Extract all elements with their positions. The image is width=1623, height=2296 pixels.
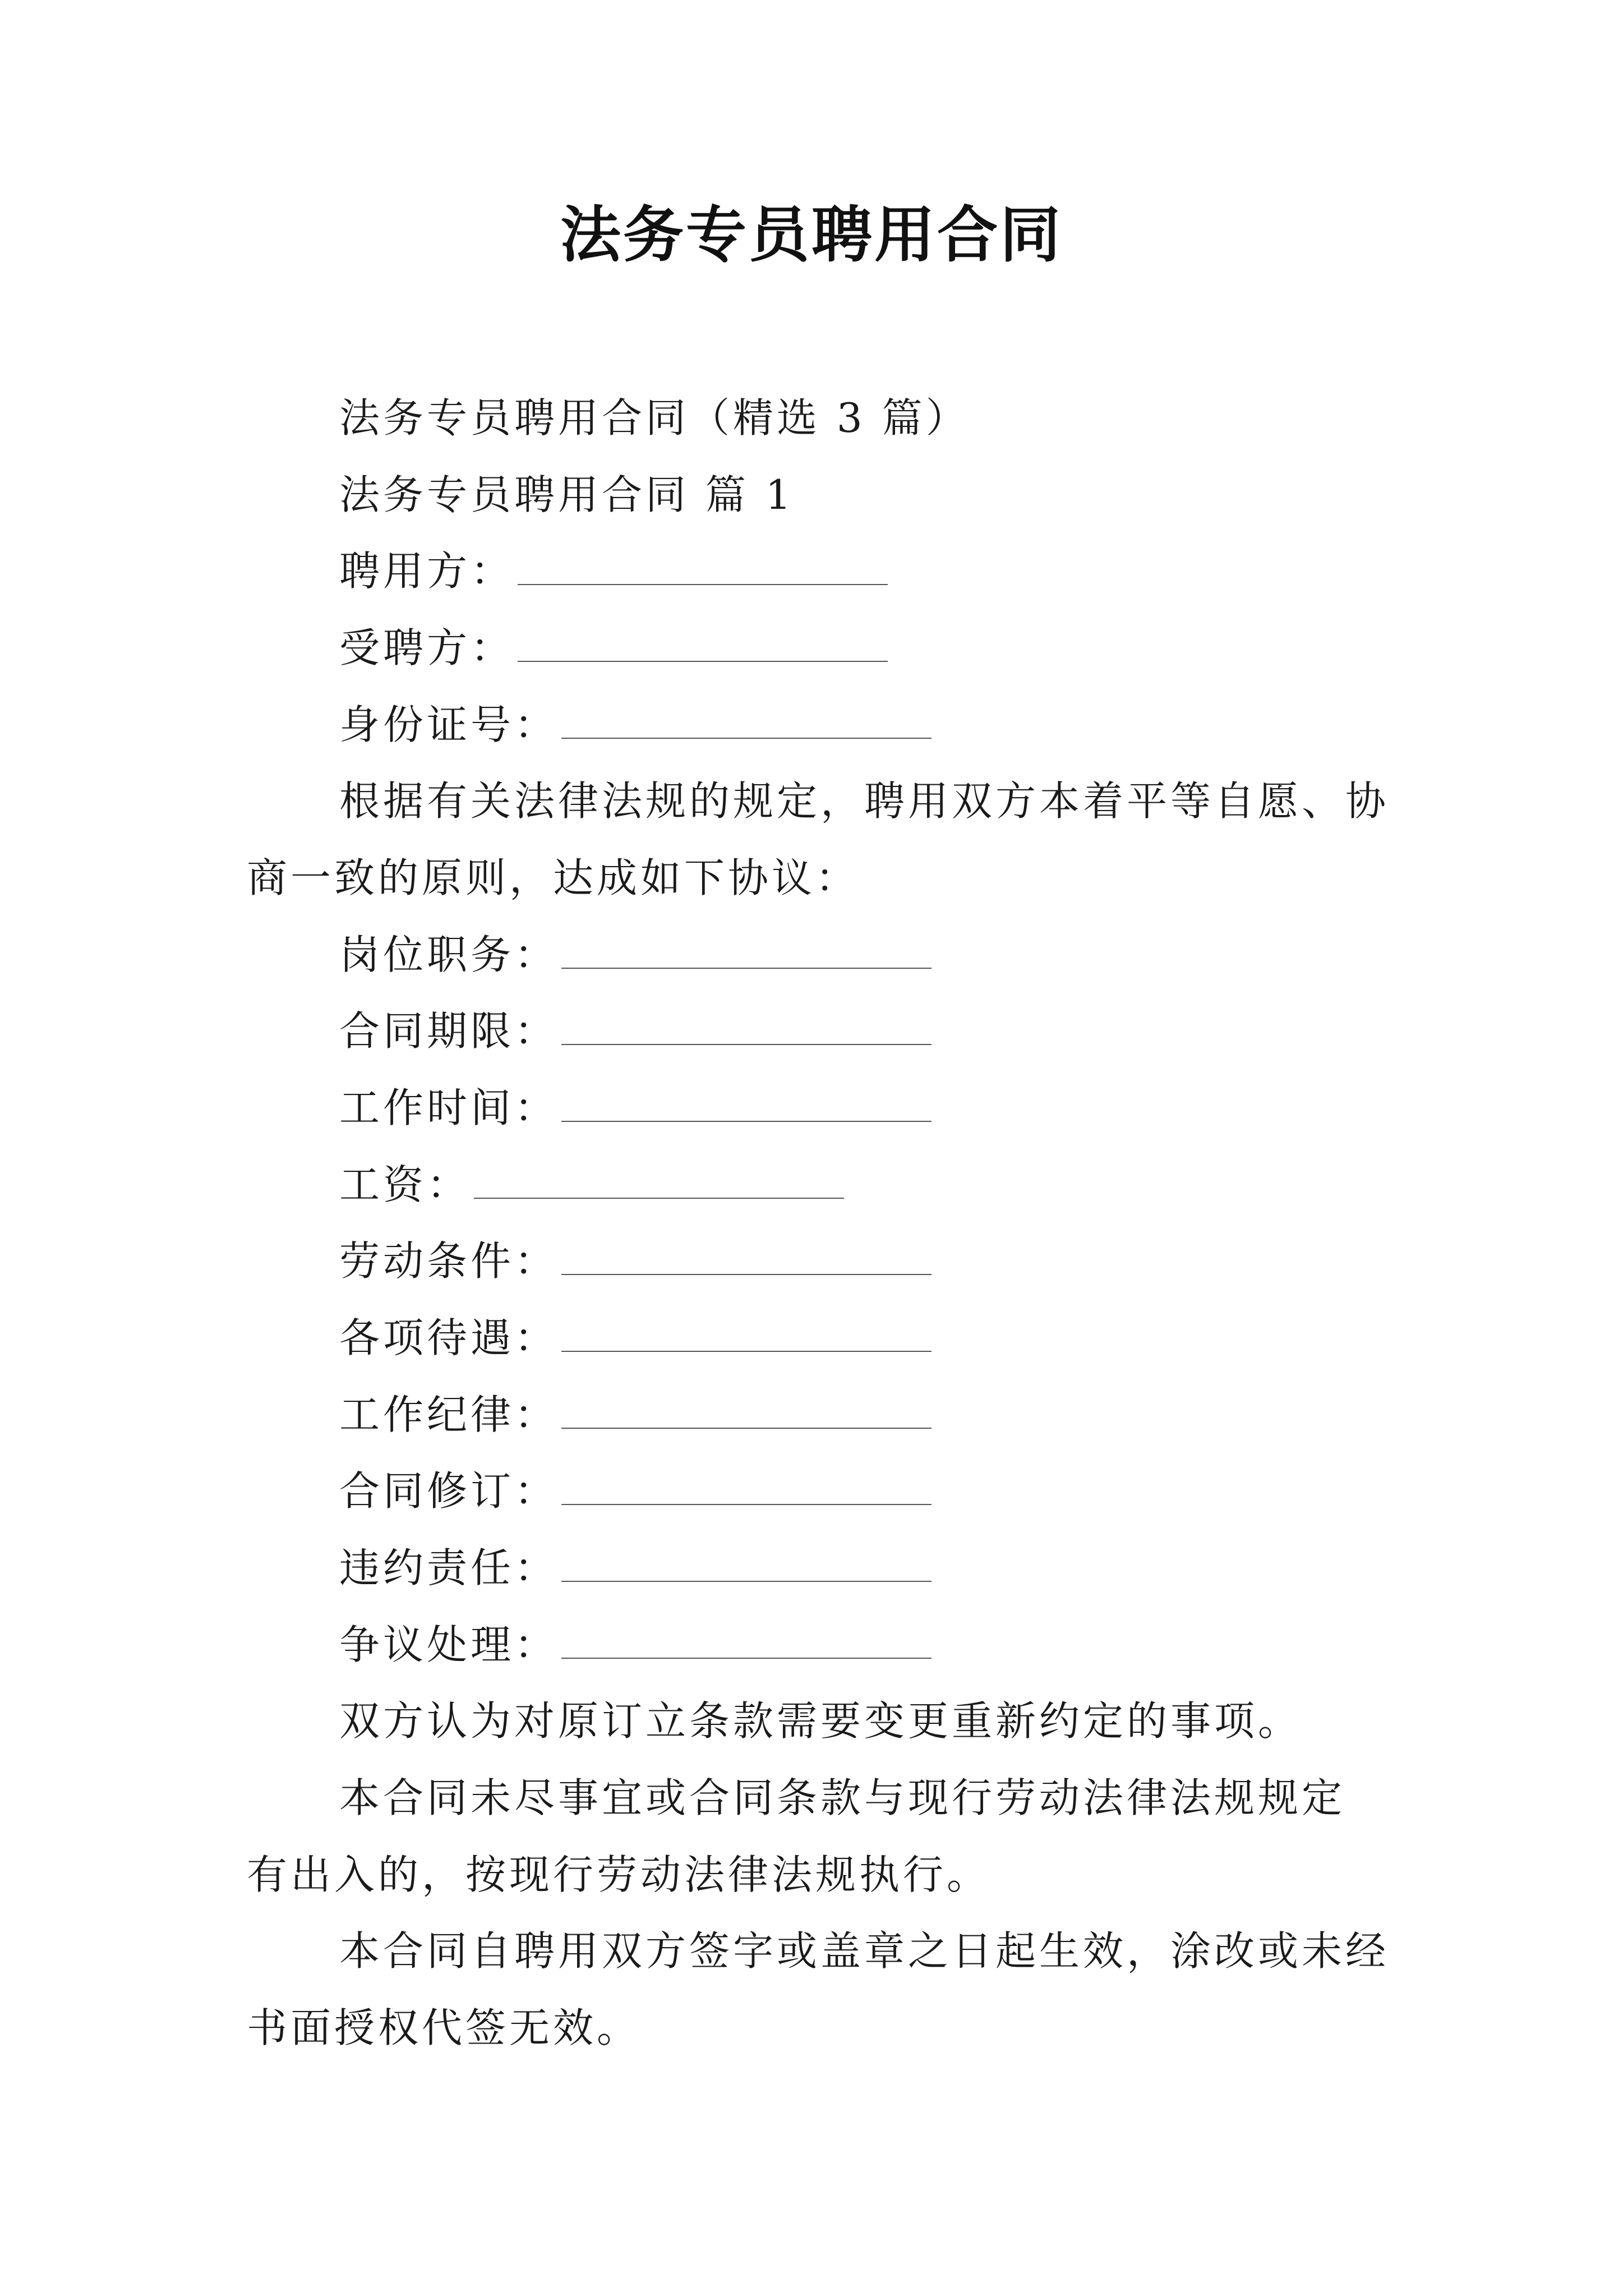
- section-heading: 法务专员聘用合同 篇 1: [339, 471, 795, 518]
- employee-blank: [518, 626, 888, 662]
- field-row-discipline: [339, 1387, 932, 1443]
- field-blank: [561, 1086, 932, 1122]
- field-blank: [561, 1239, 932, 1275]
- field-label: 劳动条件：: [339, 1237, 559, 1285]
- field-row-liability: [339, 1540, 932, 1596]
- id-number-label: 身份证号：: [339, 701, 559, 748]
- field-row-revision: [339, 1463, 932, 1519]
- id-number-blank: [561, 703, 932, 739]
- clause-supplement-line-2: 有出入的，按现行劳动法律法规执行。: [247, 1851, 991, 1898]
- field-row-dispute: [339, 1617, 932, 1673]
- field-blank: [561, 933, 932, 969]
- id-number-row: [339, 697, 932, 753]
- field-label: 合同修订：: [339, 1467, 559, 1515]
- clause-effect-line-2: 书面授权代签无效。: [247, 2004, 641, 2051]
- field-label: 争议处理：: [339, 1621, 559, 1668]
- field-label: 合同期限：: [339, 1007, 559, 1055]
- employer-label: 聘用方：: [339, 547, 515, 595]
- field-label: 工作时间：: [339, 1084, 559, 1131]
- field-row-labor-conditions: [339, 1233, 932, 1289]
- field-blank: [561, 1546, 932, 1582]
- field-row-term: [339, 1003, 932, 1059]
- document-subtitle: 法务专员聘用合同（精选 3 篇）: [339, 394, 970, 441]
- clause-supplement-line-1: 本合同未尽事宜或合同条款与现行劳动法律法规规定: [339, 1774, 1346, 1821]
- intro-line-2: 商一致的原则，达成如下协议：: [247, 854, 860, 901]
- document-title: 法务专员聘用合同: [560, 200, 1063, 270]
- field-blank: [561, 1393, 932, 1429]
- intro-line-1: 根据有关法律法规的规定，聘用双方本着平等自愿、协: [339, 777, 1390, 825]
- field-blank: [561, 1316, 932, 1352]
- field-label: 工资：: [339, 1161, 471, 1208]
- field-blank: [561, 1623, 932, 1659]
- field-row-benefits: [339, 1310, 932, 1366]
- field-row-working-hours: [339, 1080, 932, 1136]
- clause-change: 双方认为对原订立条款需要变更重新约定的事项。: [339, 1697, 1302, 1745]
- field-label: 违约责任：: [339, 1544, 559, 1591]
- field-blank: [561, 1009, 932, 1045]
- employer-blank: [518, 549, 888, 585]
- field-blank: [474, 1163, 844, 1199]
- field-blank: [561, 1469, 932, 1505]
- clause-effect-line-1: 本合同自聘用双方签字或盖章之日起生效，涂改或未经: [339, 1927, 1390, 1975]
- field-row-position: [339, 927, 932, 983]
- field-label: 各项待遇：: [339, 1314, 559, 1361]
- field-row-salary: [339, 1157, 844, 1213]
- field-label: 工作纪律：: [339, 1391, 559, 1438]
- employee-label: 受聘方：: [339, 624, 515, 671]
- field-label: 岗位职务：: [339, 931, 559, 978]
- employer-row: [339, 543, 888, 599]
- employee-row: [339, 620, 888, 676]
